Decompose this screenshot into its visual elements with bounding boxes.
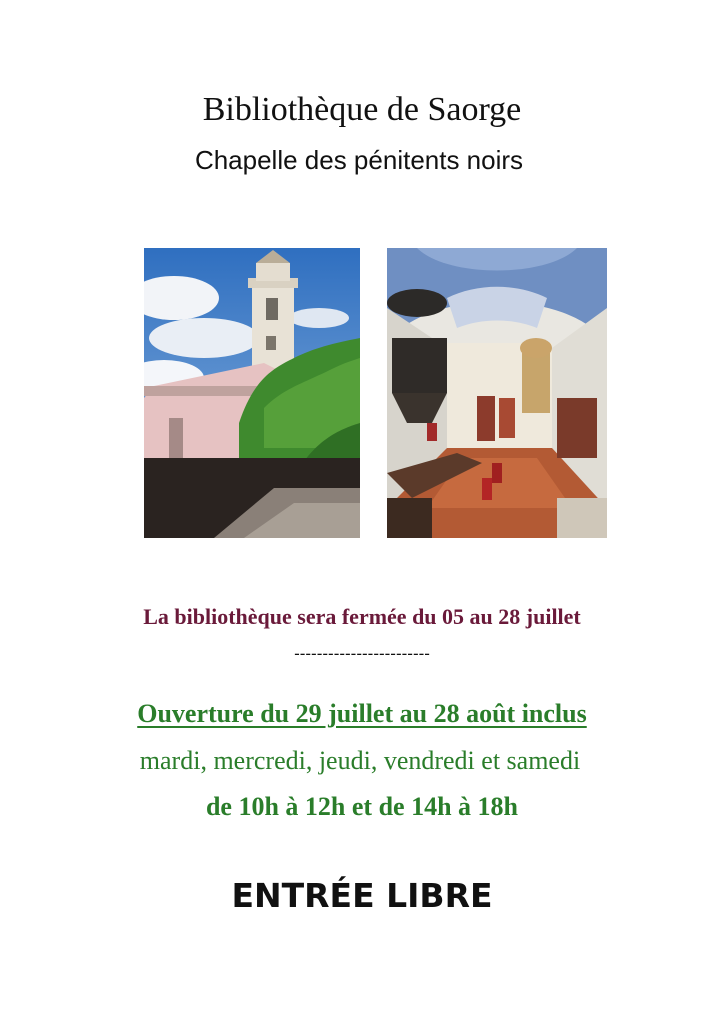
opening-period: Ouverture du 29 juillet au 28 août inclus bbox=[137, 699, 587, 728]
free-entry-label: ENTRÉE LIBRE bbox=[231, 876, 493, 915]
divider: ------------------------ bbox=[294, 644, 430, 663]
page-title: Bibliothèque de Saorge bbox=[202, 91, 522, 128]
closure-notice: La bibliothèque sera fermée du 05 au 28 juillet bbox=[143, 604, 581, 629]
chapel-exterior-photo bbox=[144, 248, 360, 538]
opening-hours: de 10h à 12h et de 14h à 18h bbox=[205, 792, 519, 821]
library-interior-photo bbox=[387, 248, 607, 538]
opening-days: mardi, mercredi, jeudi, vendredi et samedi bbox=[139, 746, 581, 775]
page-subtitle: Chapelle des pénitents noirs bbox=[194, 145, 524, 175]
